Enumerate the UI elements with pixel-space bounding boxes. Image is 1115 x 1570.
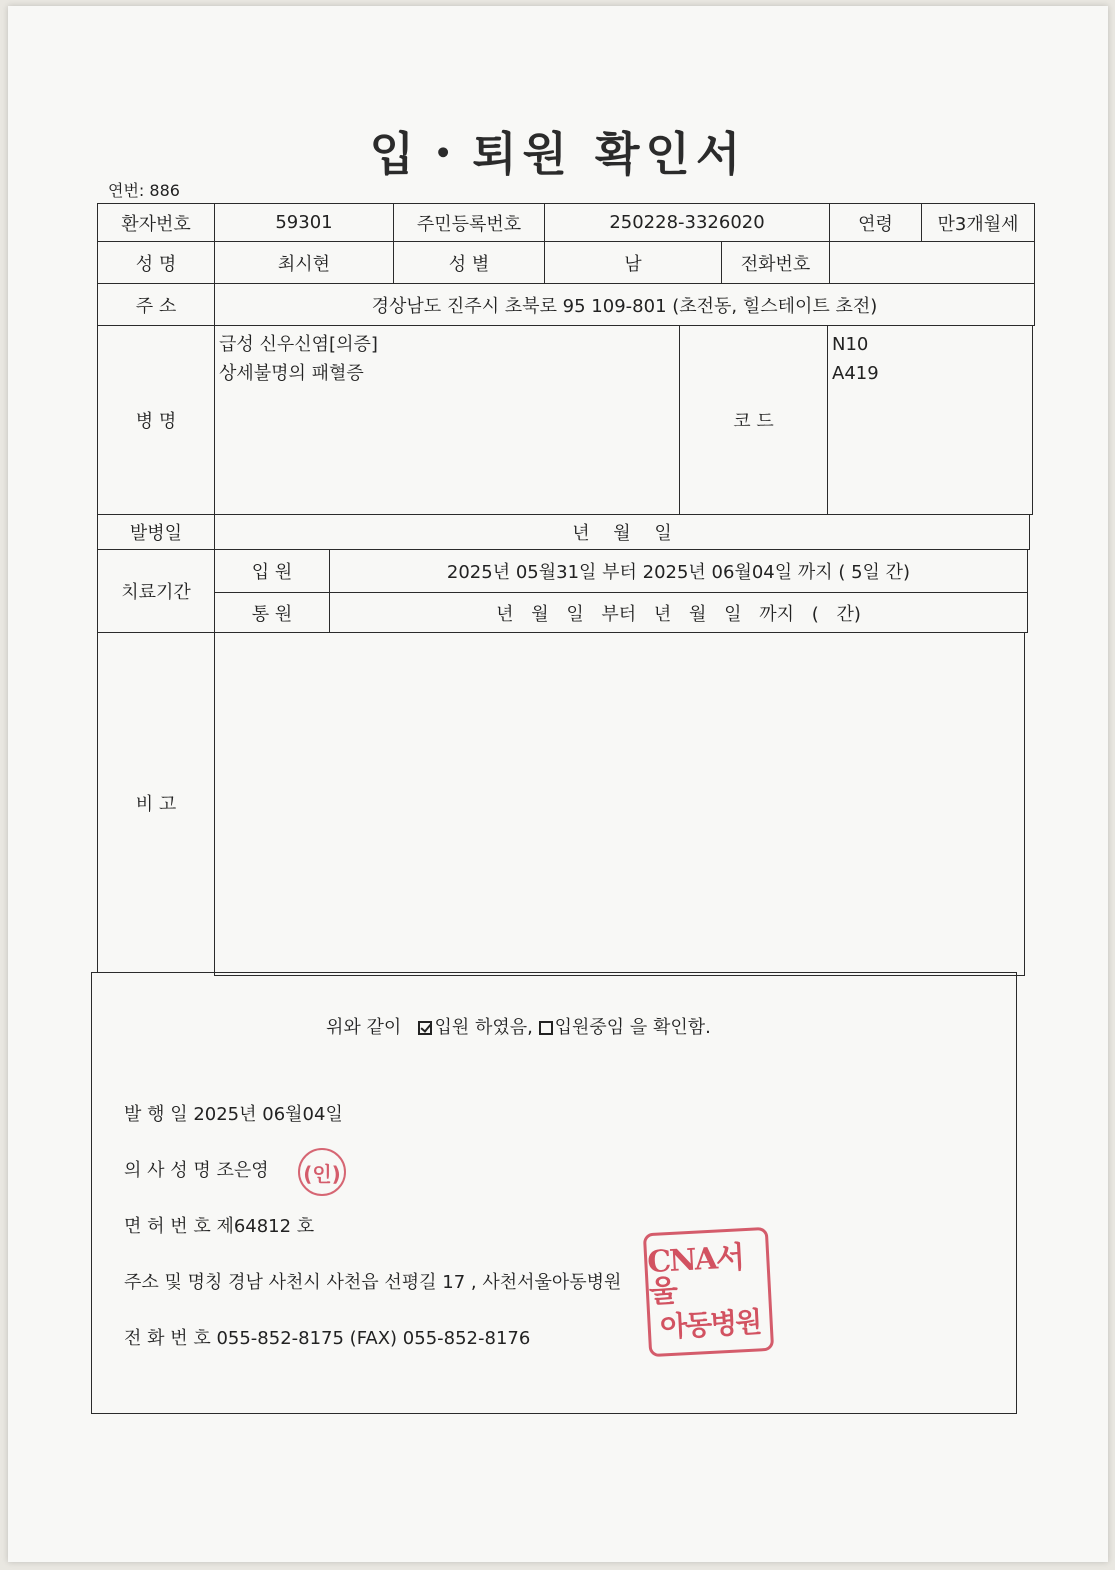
diagnosis-names [214,325,680,515]
address-label: 주 소 [97,283,215,326]
hospital-stamp [643,1227,774,1357]
sex-label: 성 별 [393,241,545,284]
stamp-line1: CNA서울 [646,1240,744,1311]
onset-value: 년 월 일 [214,514,1030,550]
phone-value [829,241,1035,284]
name-label: 성 명 [97,241,215,284]
age-label: 연령 [829,203,922,242]
patient-no-value: 59301 [214,203,394,242]
confirmation-statement [326,1013,711,1039]
diagnosis-label: 병 명 [97,325,215,515]
stamp-line2: 아동병원 [659,1305,762,1344]
diagnosis-name: 급성 신우신염[의증] [219,334,378,355]
admitted-checkbox [418,1021,432,1035]
code-label: 코 드 [679,325,828,515]
in-hospital-checkbox [539,1021,553,1035]
document-title: 입・퇴원 확인서 [369,127,747,181]
license-number: 면 허 번 호 제64812 호 [124,1216,315,1237]
hospital-phone: 전 화 번 호 055-852-8175 (FAX) 055-852-8176 [124,1328,531,1349]
hospital-address: 주소 및 명칭 경남 사천시 사천읍 선평길 17 , 사천서울아동병원 [124,1272,622,1293]
serial-number: 연번: 886 [108,181,180,200]
rrn-value: 250228-3326020 [544,203,830,242]
address-value: 경상남도 진주시 초북로 95 109-801 (초전동, 힐스테이트 초전) [214,283,1035,326]
doctor-name: 의 사 성 명 조은영 [124,1160,269,1181]
diagnosis-name: 상세불명의 패혈증 [219,363,364,384]
diagnosis-codes [827,325,1033,515]
remarks-label: 비 고 [97,632,215,973]
phone-label: 전화번호 [721,241,830,284]
remarks-value [214,632,1025,976]
age-value: 만3개월세 [921,203,1035,242]
issue-date: 발 행 일 2025년 06월04일 [124,1104,343,1125]
rrn-label: 주민등록번호 [393,203,545,242]
treatment-label: 치료기간 [97,549,215,633]
inpatient-period: 2025년 05월31일 부터 2025년 06월04일 까지 ( 5일 간) [329,549,1028,593]
onset-label: 발병일 [97,514,215,550]
outpatient-period: 년 월 일 부터 년 월 일 까지 ( 간) [329,592,1028,633]
in-hospital-label: 입원중임 을 확인함. [554,1017,711,1038]
doctor-seal: (인) [298,1148,346,1196]
name-value: 최시현 [214,241,394,284]
outpatient-label: 통 원 [214,592,330,633]
confirmation-prefix: 위와 같이 [326,1017,402,1038]
admitted-label: 입원 하였음, [434,1017,533,1038]
diagnosis-code: N10 [832,334,869,355]
inpatient-label: 입 원 [214,549,330,593]
patient-no-label: 환자번호 [97,203,215,242]
diagnosis-code: A419 [832,363,879,384]
sex-value: 남 [544,241,722,284]
